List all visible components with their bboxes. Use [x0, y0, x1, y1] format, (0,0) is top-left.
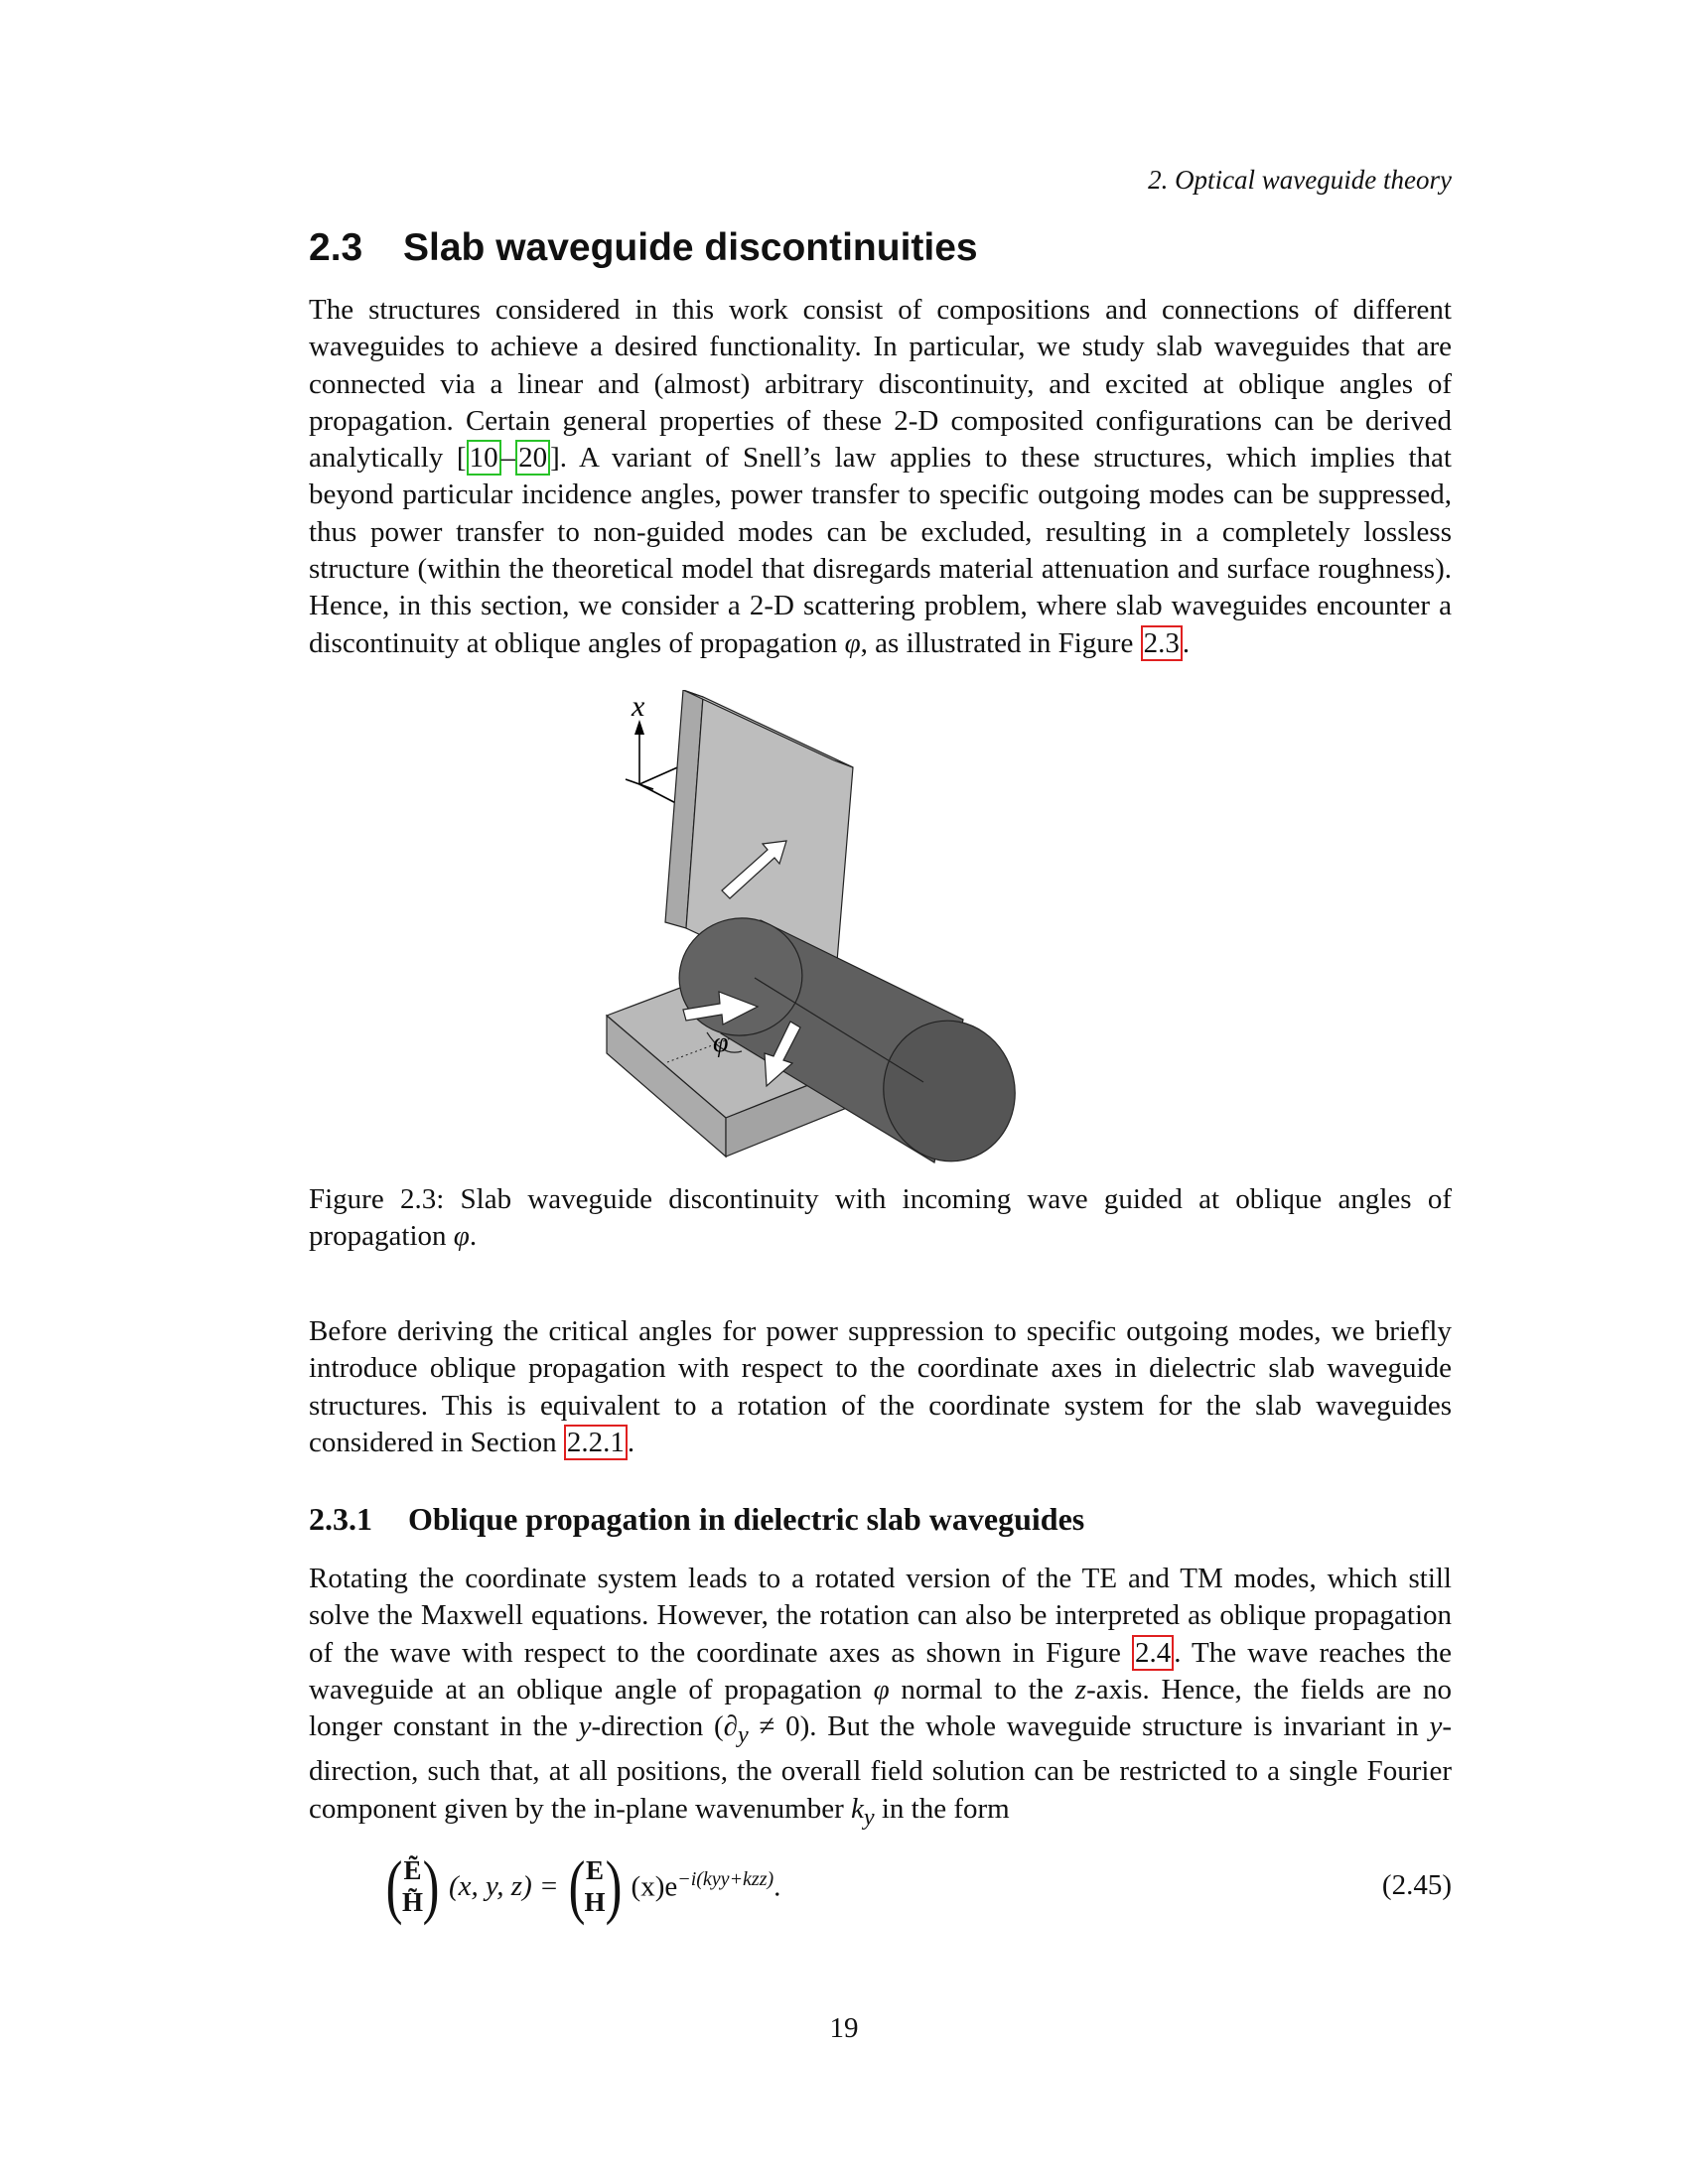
angle-phi-label: φ [713, 1027, 729, 1058]
equation-rhs [632, 1868, 781, 1904]
figure-link-2-3[interactable]: 2.3 [1141, 625, 1183, 661]
math-y: y [578, 1710, 592, 1743]
vector-e-tilde: Ẽ [403, 1855, 422, 1885]
paragraph-rotation [309, 1561, 1452, 1836]
text-run: . [627, 1426, 635, 1458]
axis-x-label: x [632, 690, 645, 723]
text-run: normal to the [889, 1673, 1075, 1706]
equation-end: . [774, 1870, 781, 1903]
vector-e: E [586, 1855, 605, 1885]
math-subscript-y: y [738, 1720, 749, 1748]
text-run: Before deriving the critical angles for power suppression to specific outgoing modes, we briefly introduce oblique propagation with respect to the coordinate axes in dielectric slab waveguide structures. This is equivalent to a rotation of the coordinate system for the slab waveguides considered in Section [309, 1315, 1452, 1458]
waveguide-discontinuity-illustration [596, 690, 1162, 1166]
subsection-title [309, 1501, 1452, 1538]
text-run: ]. A variant of Snell’s law applies to these structures, which implies that beyond particular incidence angles, power transfer to specific outgoing modes can be suppressed, thus power transfer to non-guided modes can be excluded, resulting in a completely lossless structure (within the theoretical model that disregards material attenuation and surface roughness). Hence, in this section, we consider a 2-D scattering problem, where slab waveguides encounter a discontinuity at oblique angles of propagation [309, 442, 1452, 659]
paren-close: ) [605, 1846, 622, 1926]
text-run: . [1182, 626, 1191, 659]
text-run: The structures considered in this work consist of compositions and connections of different waveguides to achieve a desired functionality. In particular, we study slab waveguides that are connected via a linear and (almost) arbitrary discontinuity, and excited at oblique angles of propagation. Certain general properties of these 2-D composited configurations can be derived analytically [ [309, 294, 1452, 475]
paragraph-oblique-intro [309, 1313, 1452, 1461]
math-y: y [1429, 1710, 1443, 1743]
text-run: Rotating the coordinate system leads to a rotated version of the TE and TM modes, which still solve the Maxwell equations. However, the rotation can also be interpreted as oblique propagation of the wave with respect to the coordinate axes as shown in Figure [309, 1563, 1452, 1669]
paragraph-intro [309, 292, 1452, 662]
text-run: – [500, 442, 516, 475]
equation-rhs-args: (x)e [631, 1870, 678, 1903]
section-link-2-2-1[interactable]: 2.2.1 [564, 1425, 628, 1460]
section-title-text: Slab waveguide discontinuities [403, 226, 978, 269]
text-run: , as illustrated in Figure [860, 626, 1141, 659]
lhs-vector [402, 1854, 423, 1918]
figure-2-3 [596, 690, 1162, 1166]
equation-lhs-args: (x, y, z) = [448, 1869, 559, 1902]
figure-link-2-4[interactable]: 2.4 [1132, 1635, 1174, 1671]
running-head: 2. Optical waveguide theory [1148, 165, 1452, 195]
section-number: 2.3 [309, 226, 363, 269]
page-number: 19 [829, 2012, 859, 2044]
text-run: -direction, such that, at all positions, the overall field solution can be restricted to a single Fourier component given by the in-plane wavenumber [309, 1710, 1452, 1825]
text-run: . The wave reaches the waveguide at an oblique angle of propagation [309, 1636, 1452, 1706]
vector-h: H [584, 1887, 606, 1917]
vector-h-tilde: H̃ [401, 1887, 423, 1917]
math-k: k [851, 1792, 864, 1825]
paren-open: ( [568, 1846, 585, 1926]
math-phi: φ [844, 626, 861, 659]
text-run: in the form [874, 1792, 1010, 1825]
subsection-title-text: Oblique propagation in dielectric slab waveguides [408, 1501, 1085, 1537]
paren-close: ) [422, 1846, 440, 1926]
section-title [309, 226, 1451, 270]
subsection-number: 2.3.1 [309, 1501, 372, 1537]
caption-text: Figure 2.3: Slab waveguide discontinuity with incoming wave guided at oblique angles of propagation [309, 1183, 1452, 1253]
caption-text: . [469, 1220, 478, 1253]
equation-2-45 [382, 1842, 1452, 1931]
math-phi: φ [453, 1220, 470, 1253]
math-phi: φ [873, 1673, 890, 1706]
equation-exponent: −i(kyy+kzz) [677, 1868, 774, 1891]
text-run: ≠ 0). But the whole waveguide structure is invariant in [748, 1710, 1430, 1743]
citation-link-10[interactable]: 10 [467, 440, 501, 476]
math-subscript-y: y [863, 1803, 875, 1831]
equation-number: (2.45) [1381, 1869, 1452, 1901]
rhs-vector [585, 1854, 606, 1918]
figure-caption [309, 1181, 1452, 1256]
paren-open: ( [385, 1846, 403, 1926]
text-run: -axis. Hence, the fields are no longer constant in the [309, 1673, 1453, 1743]
citation-link-20[interactable]: 20 [515, 440, 550, 476]
equation-body [382, 1842, 786, 1931]
math-z: z [1074, 1673, 1087, 1706]
text-run: -direction (∂ [591, 1710, 739, 1743]
